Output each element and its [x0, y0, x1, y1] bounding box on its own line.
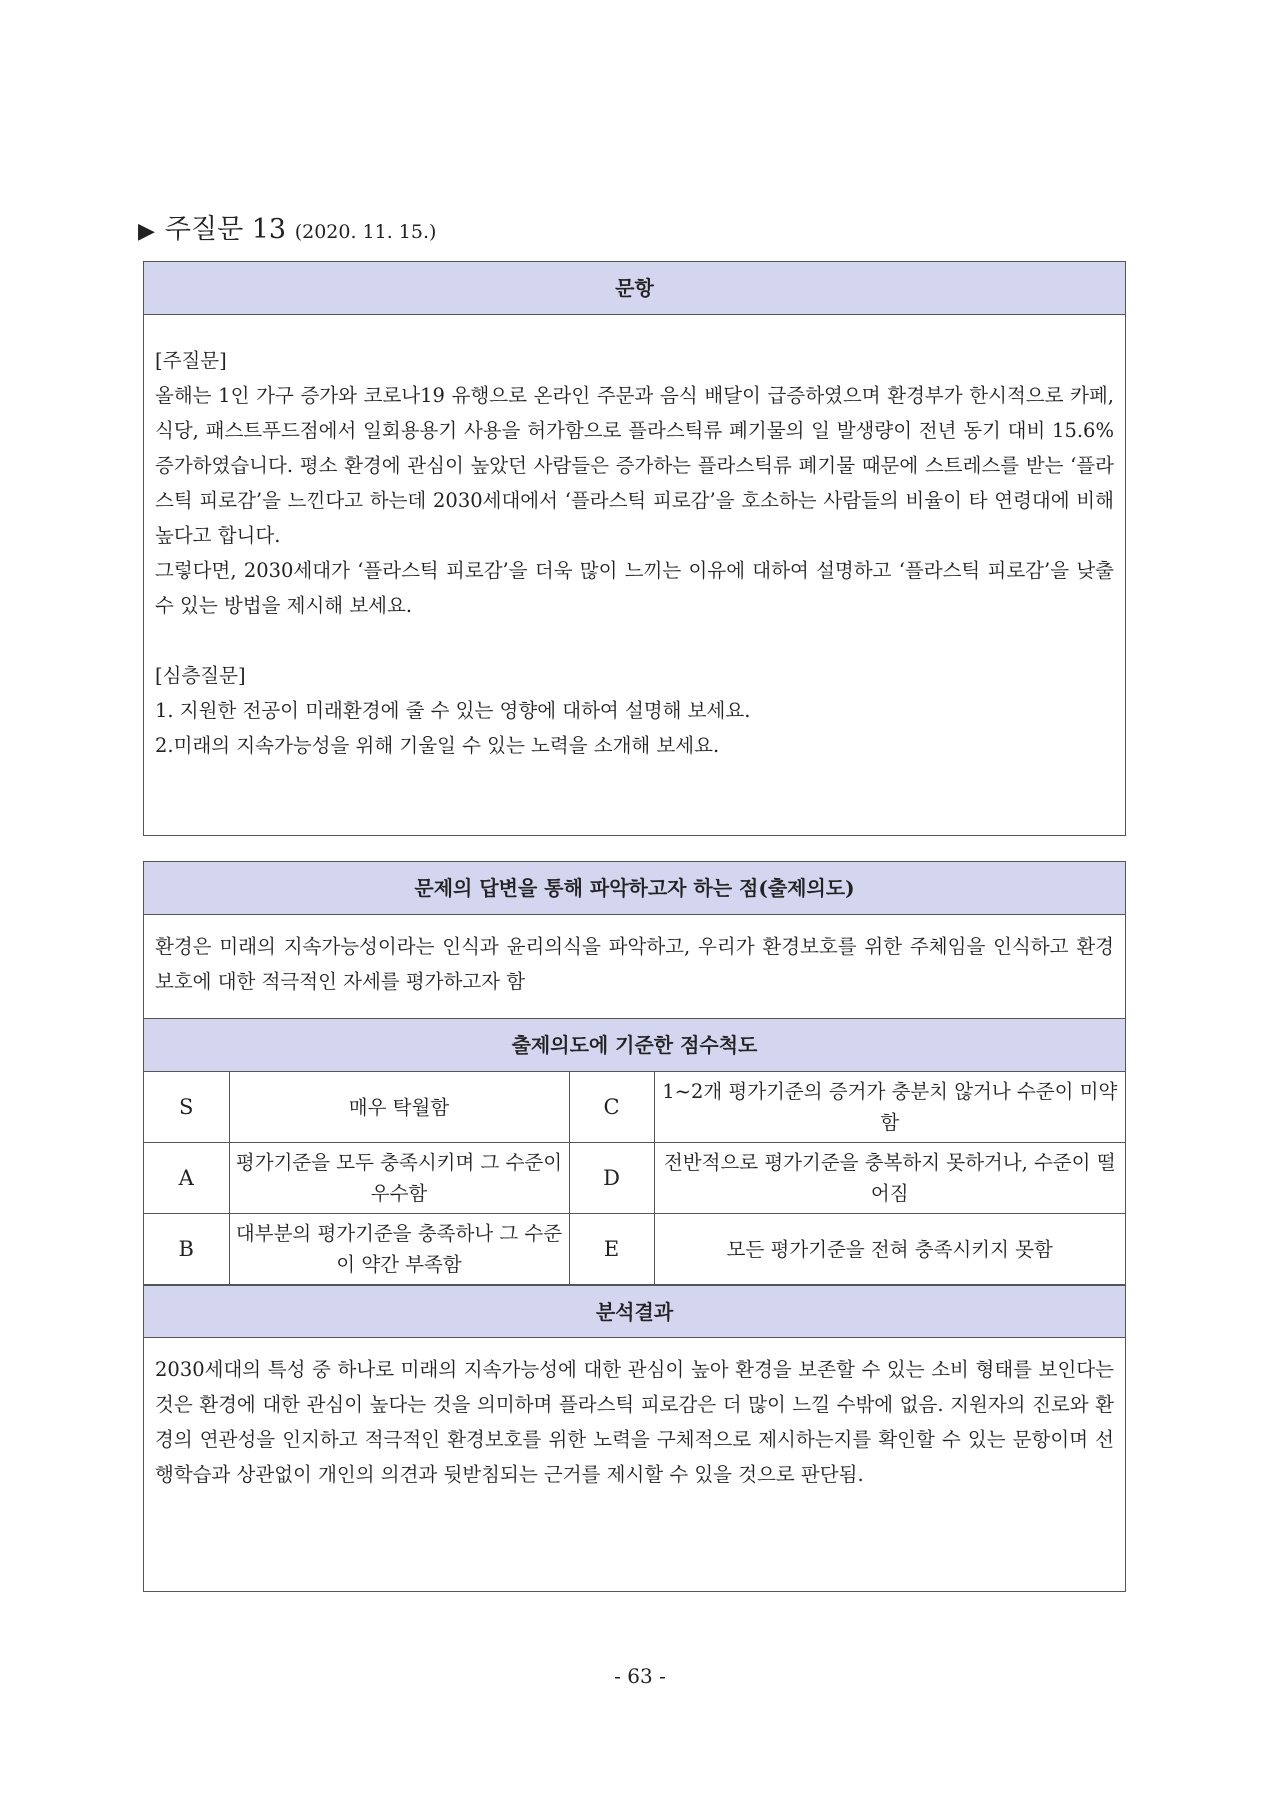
- grade-description: 대부분의 평가기준을 충족하나 그 수준이 약간 부족함: [229, 1214, 569, 1285]
- main-question-label: [주질문]: [155, 349, 227, 372]
- question-box-header: 문항: [144, 262, 1125, 315]
- grade-description: 전반적으로 평가기준을 충복하지 못하거나, 수준이 떨어짐: [654, 1143, 1125, 1214]
- grade-cell: B: [144, 1214, 229, 1285]
- table-row: [144, 1072, 1125, 1143]
- intent-header: 문제의 답변을 통해 파악하고자 하는 점(출제의도): [144, 862, 1125, 915]
- grade-cell: S: [144, 1072, 229, 1143]
- grade-cell: D: [569, 1143, 654, 1214]
- question-date: (2020. 11. 15.): [294, 221, 437, 243]
- triangle-bullet-icon: ▶: [138, 219, 155, 244]
- grade-description: 1~2개 평가기준의 증거가 충분치 않거나 수준이 미약함: [654, 1072, 1125, 1143]
- deep-question-item: 2.미래의 지속가능성을 위해 기울일 수 있는 노력을 소개해 보세요.: [155, 734, 720, 757]
- deep-question-label: [심층질문]: [155, 664, 246, 687]
- main-question-paragraph: 그렇다면, 2030세대가 ‘플라스틱 피로감’을 더욱 많이 느끼는 이유에 대하여 설명하고 ‘플라스틱 피로감’을 낮출 수 있는 방법을 제시해 보세요.: [155, 559, 1114, 617]
- evaluation-box: [143, 861, 1126, 1592]
- table-row: [144, 1214, 1125, 1285]
- grade-description: 매우 탁월함: [229, 1072, 569, 1143]
- grade-description: 모든 평가기준을 전혀 충족시키지 못함: [654, 1214, 1125, 1285]
- deep-question-item: 1. 지원한 전공이 미래환경에 줄 수 있는 영향에 대하여 설명해 보세요.: [155, 699, 751, 722]
- main-question-paragraph: 올해는 1인 가구 증가와 코로나19 유행으로 온라인 주문과 음식 배달이 급증하였으며 환경부가 한시적으로 카페, 식당, 패스트푸드점에서 일회용용기 사용을 허가함으로 플라스틱류 폐기물의 일 발생량이 전년 동기 대비 15.6% 증가하였습니다. 평소 환경에 관심이 높았던 사람들은 증가하는 플라스틱류 폐기물 때문에 스트레스를 받는 ‘플라스틱 피로감’을 느낀다고 하는데 2030세대에서 ‘플라스틱 피로감’을 호소하는 사람들의 비율이 타 연령대에 비해 높다고 합니다.: [155, 384, 1114, 547]
- question-title: [138, 210, 436, 252]
- table-row: [144, 1143, 1125, 1214]
- score-scale-header: 출제의도에 기준한 점수척도: [144, 1019, 1125, 1072]
- grade-cell: E: [569, 1214, 654, 1285]
- score-scale-table: [144, 1072, 1125, 1285]
- analysis-text: 2030세대의 특성 중 하나로 미래의 지속가능성에 대한 관심이 높아 환경을 보존할 수 있는 소비 형태를 보인다는 것은 환경에 대한 관심이 높다는 것을 의미하며 플라스틱 피로감은 더 많이 느낄 수밖에 없음. 지원자의 진로와 환경의 연관성을 인지하고 적극적인 환경보호를 위한 노력을 구체적으로 제시하는지를 확인할 수 있는 문항이며 선행학습과 상관없이 개인의 의견과 뒷받침되는 근거를 제시할 수 있을 것으로 판단됨.: [155, 1358, 1114, 1486]
- question-box: [143, 261, 1126, 836]
- grade-cell: A: [144, 1143, 229, 1214]
- intent-text: 환경은 미래의 지속가능성이라는 인식과 윤리의식을 파악하고, 우리가 환경보호를 위한 주체임을 인식하고 환경보호에 대한 적극적인 자세를 평가하고자 함: [144, 915, 1125, 1019]
- question-label: 주질문 13: [164, 214, 287, 245]
- analysis-header: 분석결과: [144, 1285, 1125, 1338]
- page-number: - 63 -: [614, 1664, 666, 1688]
- grade-cell: C: [569, 1072, 654, 1143]
- grade-description: 평가기준을 모두 충족시키며 그 수준이 우수함: [229, 1143, 569, 1214]
- question-box-content: [144, 315, 1125, 763]
